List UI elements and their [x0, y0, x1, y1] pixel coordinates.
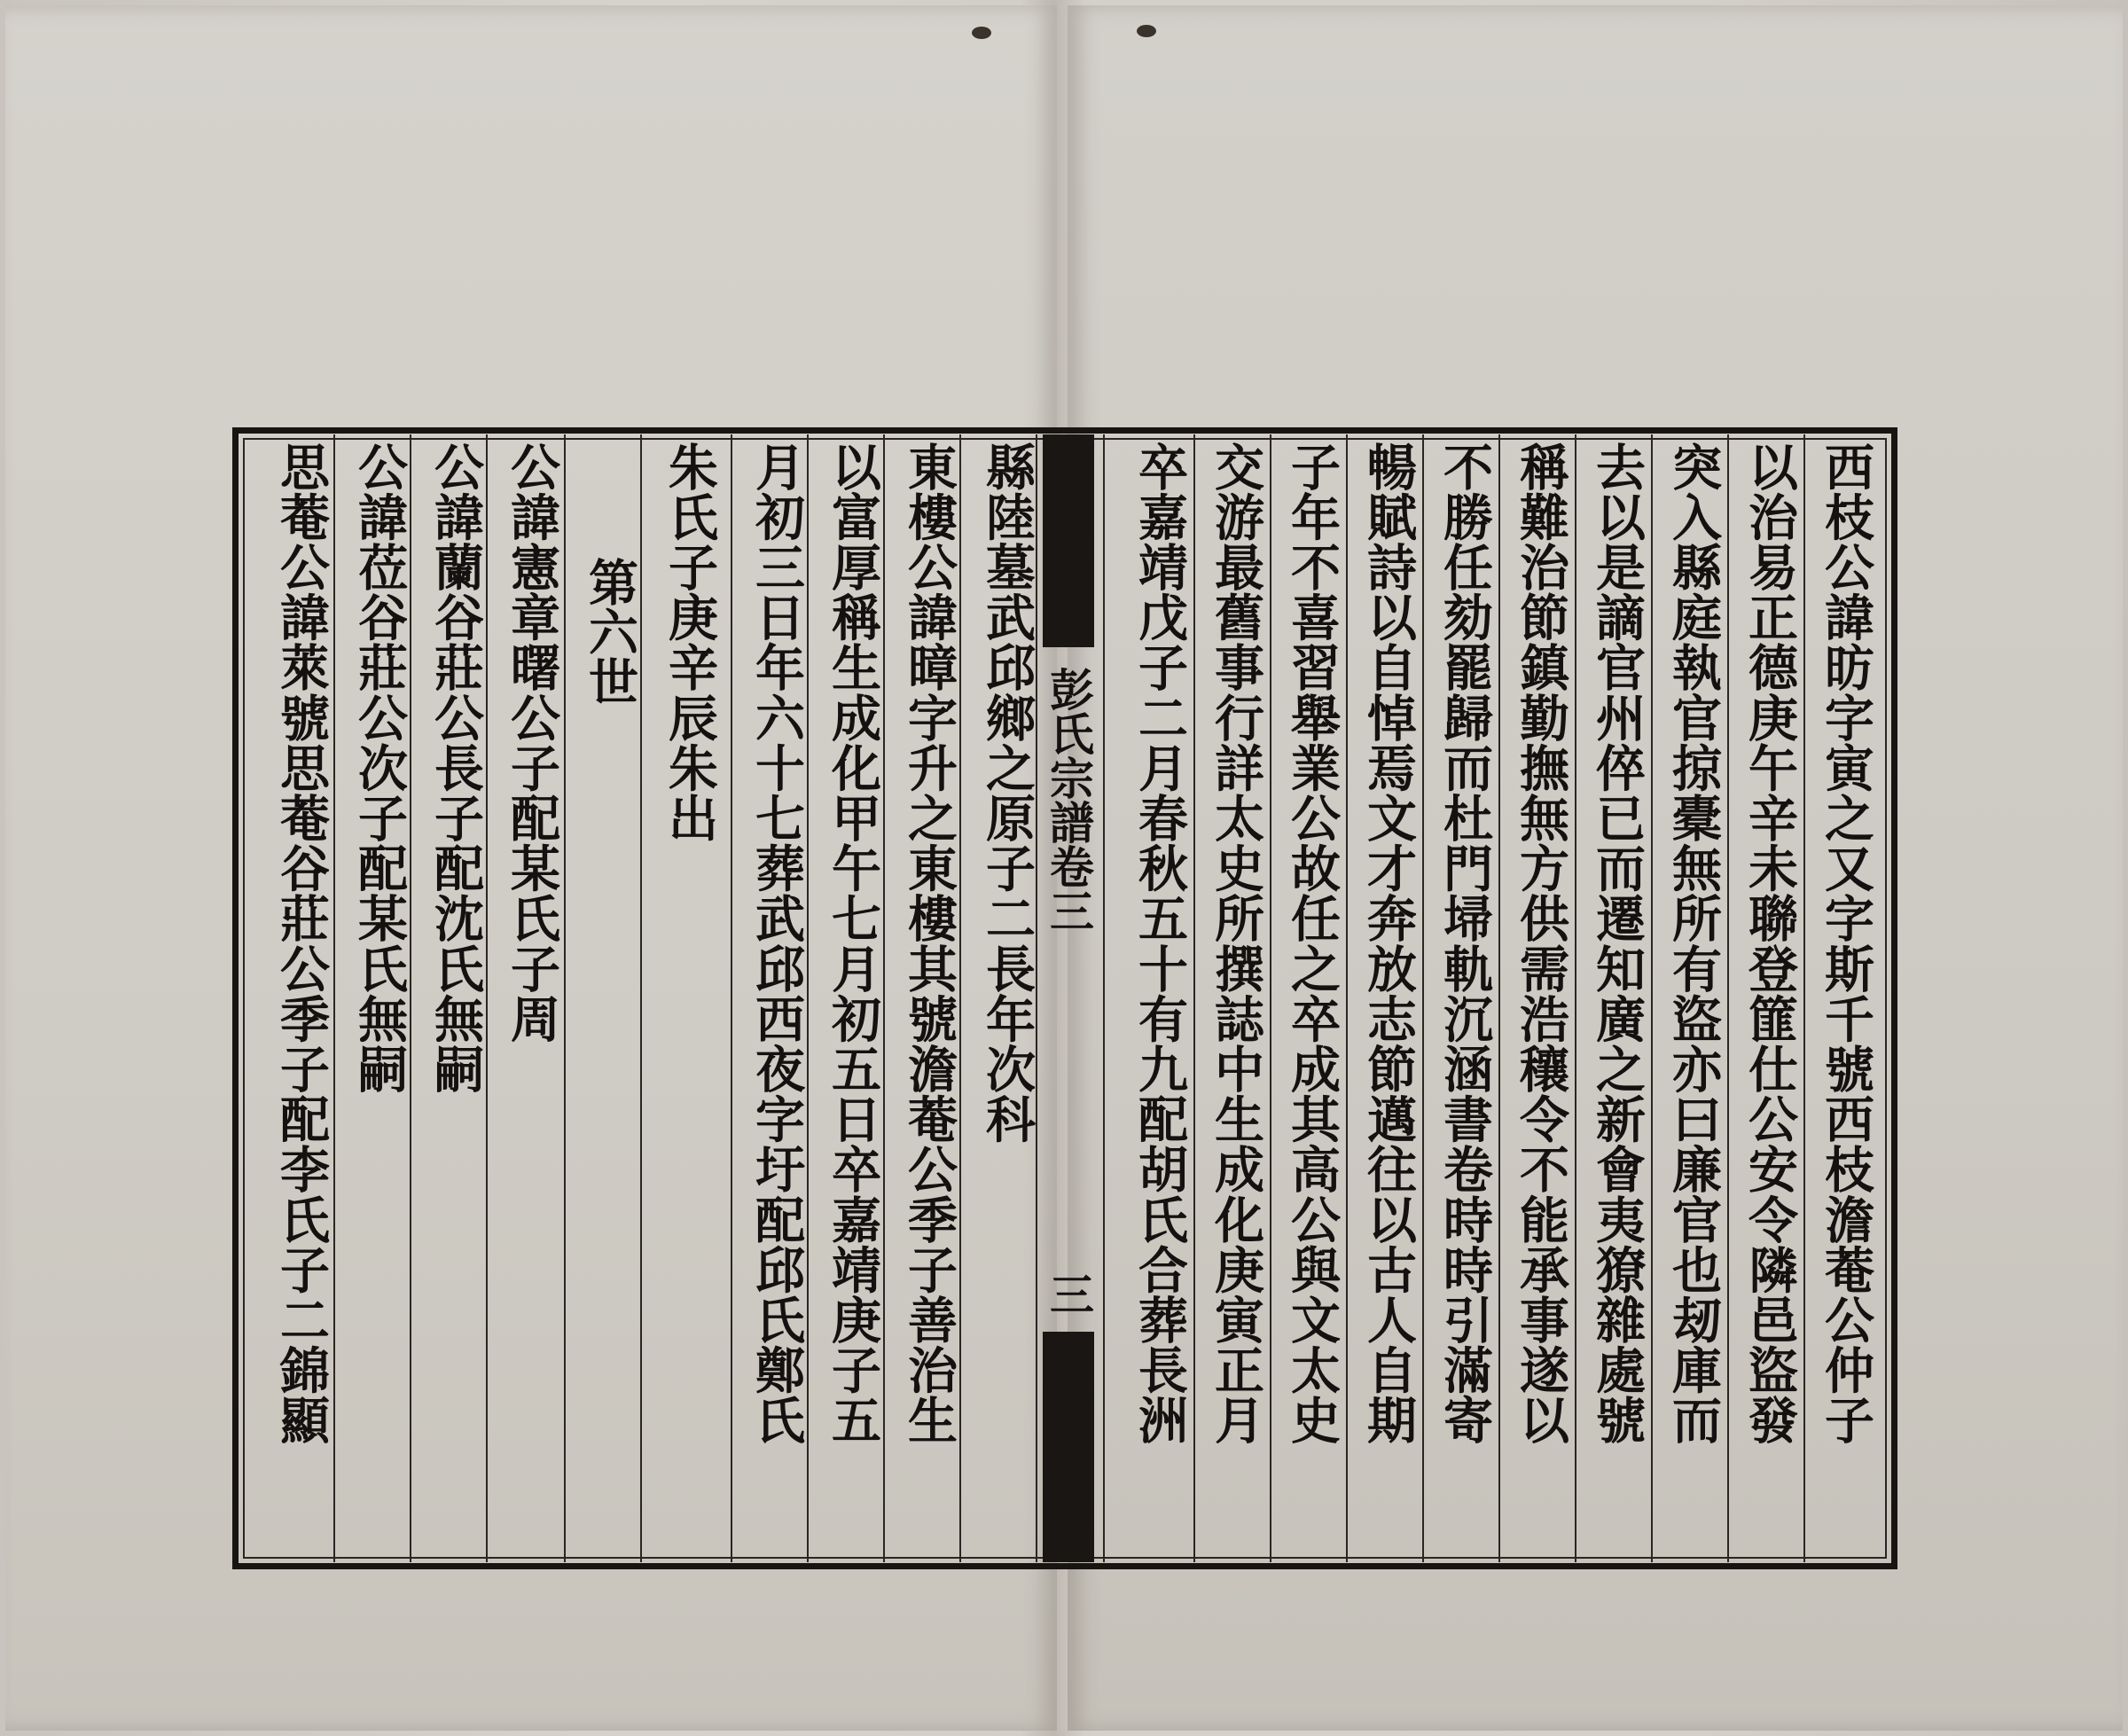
fish-tail-top	[1043, 434, 1094, 647]
center-spine	[1043, 434, 1094, 1562]
text-column: 以治易正德庚午辛未聯登篚仕公安令隣邑盜發	[1741, 442, 1799, 1445]
text-column: 西枝公諱昉字寅之又字斯千號西枝澹菴公仲子	[1817, 442, 1875, 1445]
text-column: 東樓公諱暲字升之東樓其號澹菴公季子善治生	[900, 442, 958, 1445]
text-column: 去以是謫官州倅已而遷知廣之新會夷獠雜處號	[1588, 442, 1647, 1445]
column-rule	[731, 434, 732, 1562]
text-column: 朱氏子庚辛辰朱出	[661, 442, 719, 843]
text-column: 月初三日年六十七葬武邱西夜字圩配邱氏鄭氏	[747, 442, 806, 1445]
text-column: 稱難治節鎮勤撫無方供需浩穰令不能承事遂以	[1512, 442, 1570, 1445]
text-column: 公諱蘭谷莊公長子配沈氏無嗣	[426, 442, 485, 1094]
column-rule	[1103, 434, 1105, 1562]
text-column: 暢賦詩以自悼焉文才奔放志節邁往以古人自期	[1359, 442, 1418, 1445]
text-column: 思菴公諱萊號思菴谷莊公季子配李氏子二錦顯	[272, 442, 331, 1445]
binding-hole-left	[972, 27, 991, 39]
text-column: 不勝任劾罷歸而杜門埽軌沉涵書卷時時引滿寄	[1436, 442, 1494, 1445]
fish-tail-bottom	[1043, 1332, 1094, 1562]
text-column: 卒嘉靖戊子二月春秋五十有九配胡氏合葬長洲	[1130, 442, 1189, 1445]
text-column: 公諱莅谷莊公次子配某氏無嗣	[350, 442, 409, 1094]
text-column: 以富厚稱生成化甲午七月初五日卒嘉靖庚子五	[824, 442, 882, 1445]
text-column: 縣陸墓武邱鄉之原子二長年次科	[978, 442, 1037, 1145]
spine-title: 彭氏宗譜卷三	[1043, 667, 1095, 933]
binding-hole-right	[1137, 25, 1156, 37]
generation-heading: 第六世	[581, 557, 639, 706]
text-column: 交游最舊事行詳太史所撰誌中生成化庚寅正月	[1207, 442, 1265, 1445]
text-column: 突入縣庭執官掠橐無所有盜亦曰廉官也刼庫而	[1664, 442, 1723, 1445]
text-column: 子年不喜習舉業公故任之卒成其高公與文太史	[1283, 442, 1342, 1445]
text-column: 公諱憲章曙公子配某氏子周	[503, 442, 561, 1044]
page-number: 三	[1043, 1271, 1095, 1316]
